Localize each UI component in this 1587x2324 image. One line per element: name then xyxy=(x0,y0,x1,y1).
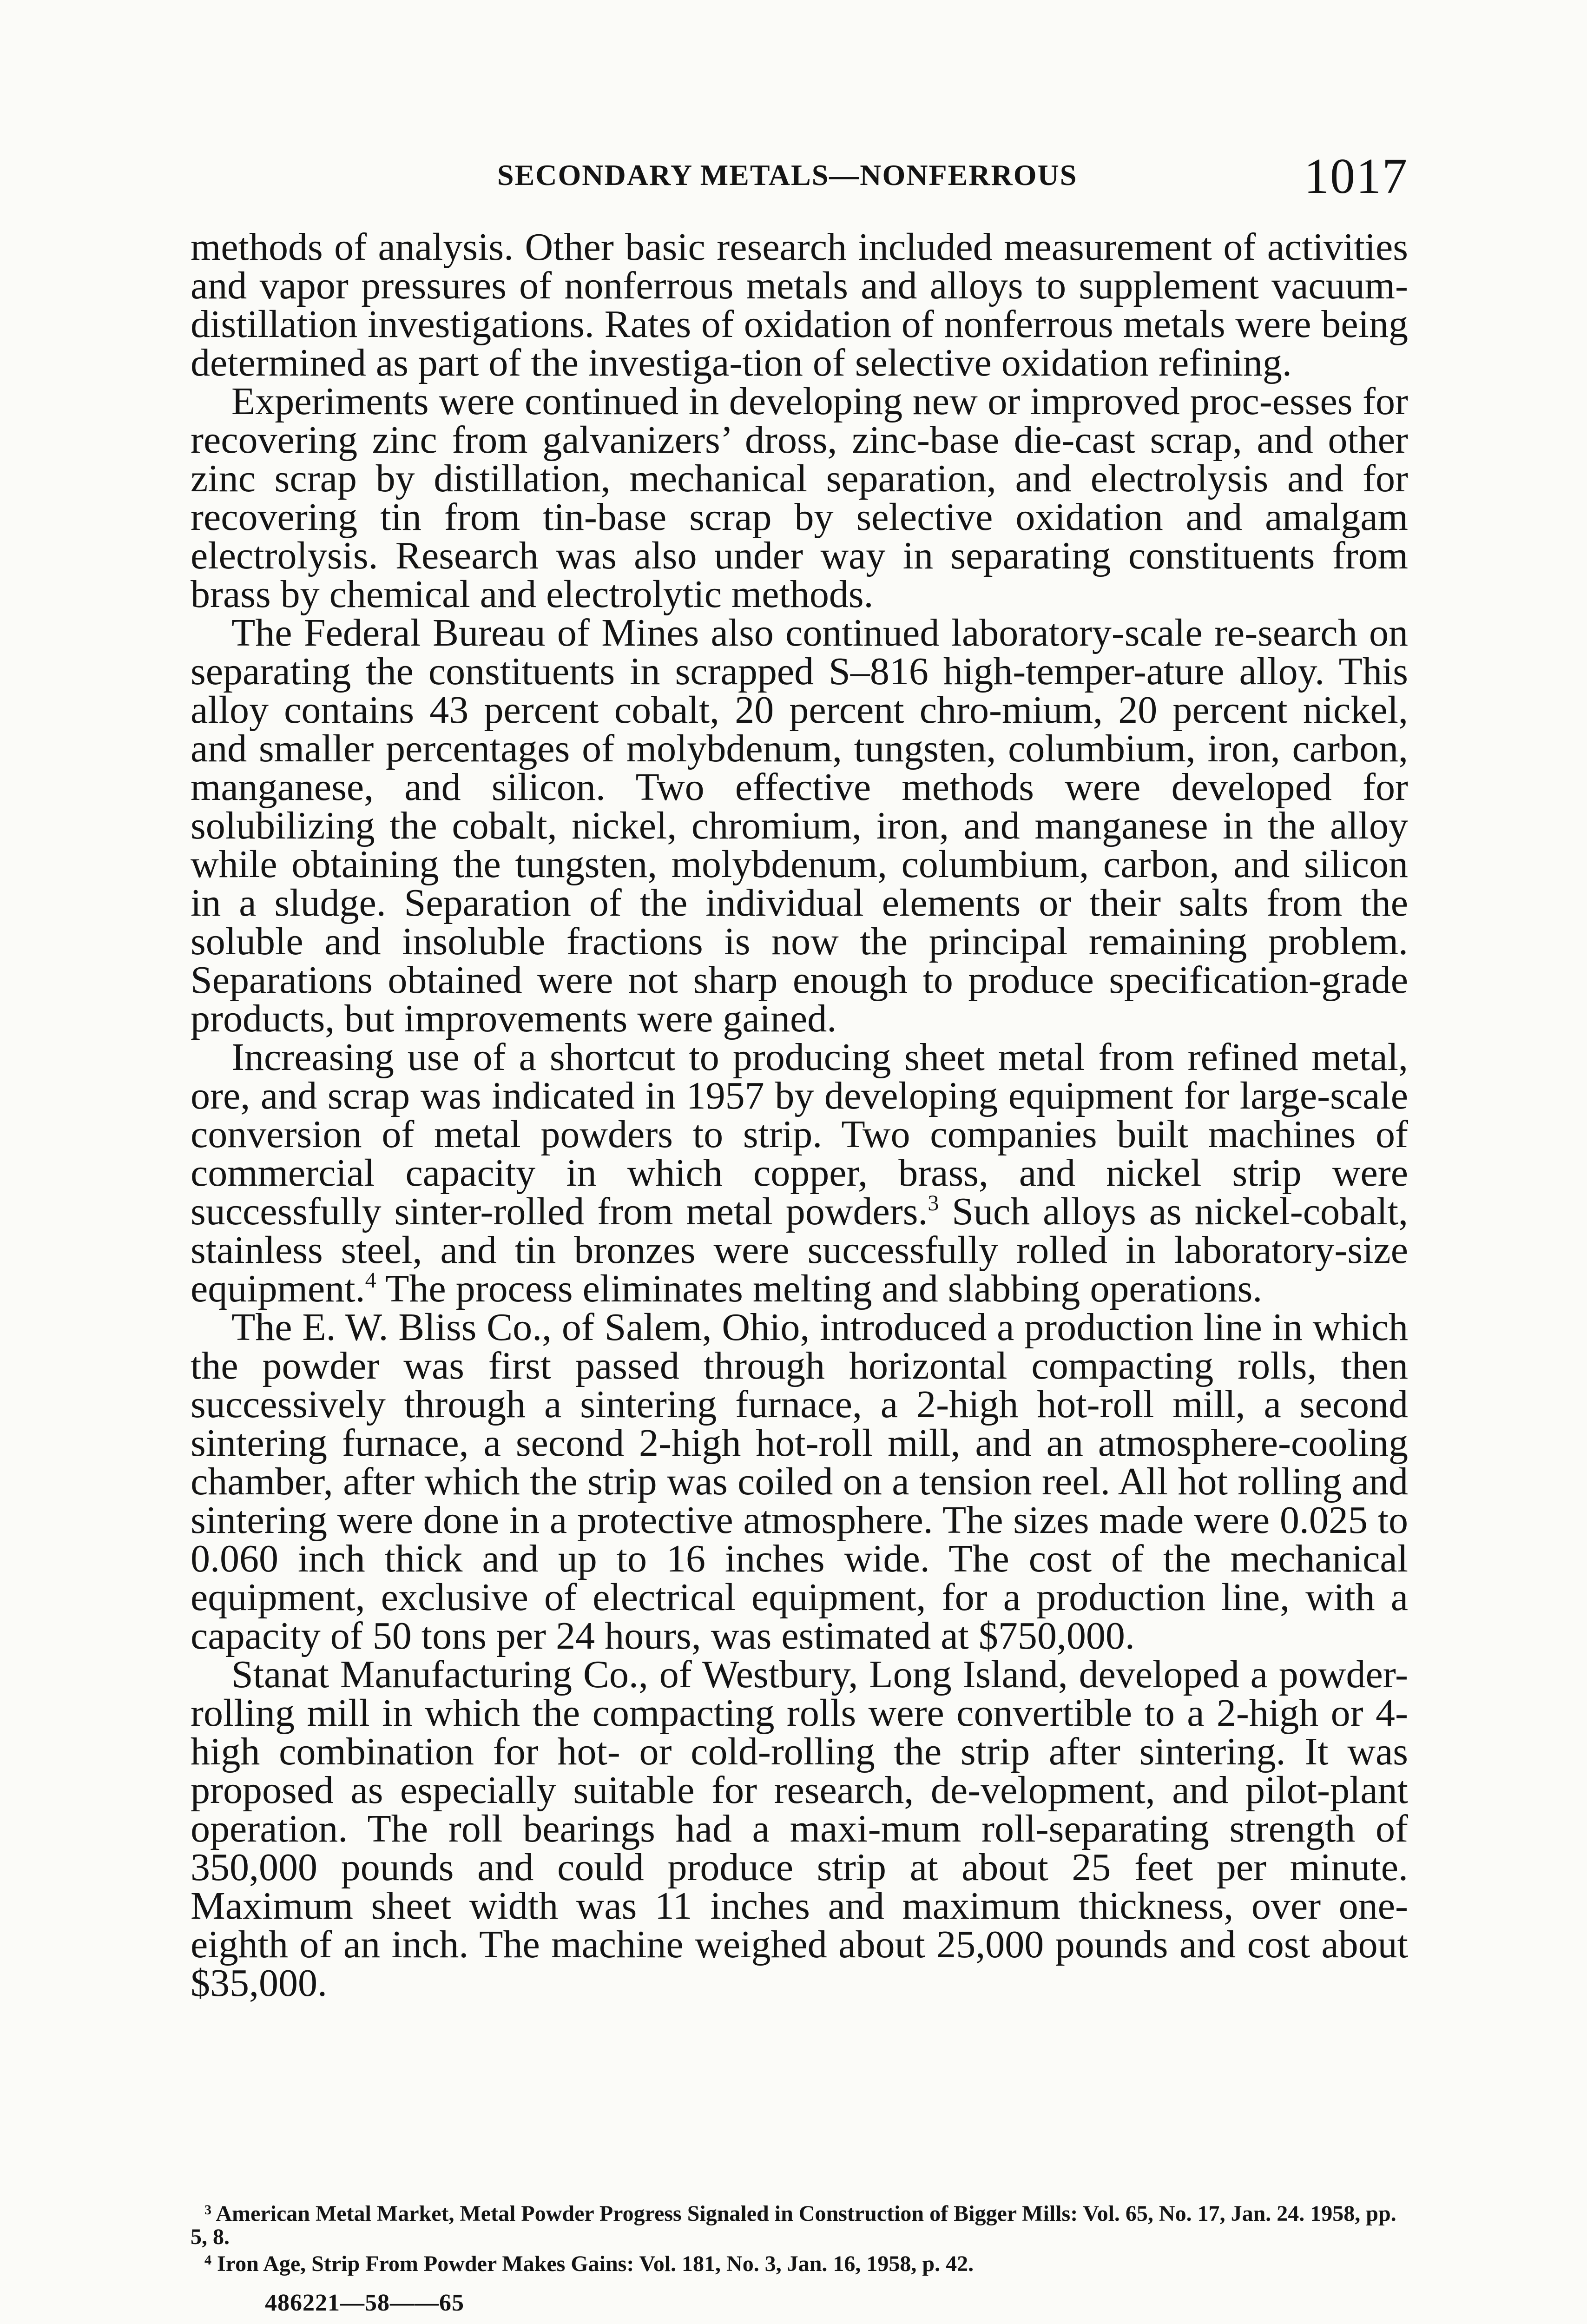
page-header xyxy=(191,148,1408,204)
paragraph-text-segment: The process eliminates melting and slabbing operations. xyxy=(376,1267,1263,1310)
printer-code: 486221—58——65 xyxy=(265,2290,464,2316)
paragraph-powder-strip xyxy=(191,1038,1408,1308)
footnotes xyxy=(191,2199,1408,2276)
footnote xyxy=(191,2199,1408,2249)
paragraph-stanat-mill: Stanat Manufacturing Co., of Westbury, Long Island, developed a powder-rolling mill in which the compacting rolls were convertible to a 2-high or 4-high combination for hot- or cold-rolling the strip after sintering. It was proposed as especially suitable for research, de-velopment, and pilot-plant operation. The roll bearings had a maxi-mum roll-separating strength of 350,000 pounds and could produce strip at about 25 feet per minute. Maximum sheet width was 11 inches and maximum thickness, over one-eighth of an inch. The machine weighed about 25,000 pounds and cost about $35,000. xyxy=(191,1653,1408,2005)
paragraph-text-segment: Such alloys as nickel-cobalt, stainless steel, and tin bronzes were successfully rolled in laboratory-size equipment. xyxy=(191,1190,1408,1310)
paragraph-text-segment: Increasing use of a shortcut to producing sheet metal from refined metal, ore, and scrap was indicated in 1957 by developing equipment for large-scale conversion of metal powders to strip. Two companies built machines of commercial capacity in which copper, brass, and nickel strip were successfully sinter-rolled from metal powders. xyxy=(191,1036,1408,1233)
paragraph-zinc-tin-recovery: Experiments were continued in developing new or improved proc-esses for recovering zinc from galvanizers’ dross, zinc-base die-cast scrap, and other zinc scrap by distillation, mechanical separation, and electrolysis and for recovering tin from tin-base scrap by selective oxidation and amalgam electrolysis. Research was also under way in separating constituents from brass by chemical and electrolytic methods. xyxy=(191,380,1408,616)
page-number: 1017 xyxy=(1304,149,1408,204)
running-title: SECONDARY METALS—NONFERROUS xyxy=(497,158,1078,191)
footnote-text: American Metal Market, Metal Powder Progress Signaled in Construction of Bigger Mills: Vol. 65, No. 17, Jan. 24. 1958, pp. 5, 8. xyxy=(191,2201,1396,2249)
footnote-reference: 4 xyxy=(365,1268,376,1293)
footnote-mark: 4 xyxy=(204,2252,211,2268)
body-text xyxy=(191,225,1408,2208)
footnote-text: Iron Age, Strip From Powder Makes Gains: Vol. 181, No. 3, Jan. 16, 1958, p. 42. xyxy=(217,2251,974,2276)
paragraph-bliss-production-line: The E. W. Bliss Co., of Salem, Ohio, introduced a production line in which the powder was first passed through horizontal compacting rolls, then successively through a sintering furnace, a 2-high hot-roll mill, a second sintering furnace, a second 2-high hot-roll mill, and an atmosphere-cooling chamber, after which the strip was coiled on a tension reel. All hot rolling and sintering were done in a protective atmosphere. The sizes made were 0.025 to 0.060 inch thick and up to 16 inches wide. The cost of the mechanical equipment, exclusive of electrical equipment, for a production line, with a capacity of 50 tons per 24 hours, was estimated at $750,000. xyxy=(191,1306,1408,1657)
paragraph-analysis-methods: methods of analysis. Other basic research included measurement of activities and vapor pressures of nonferrous metals and alloys to supplement vacuum-distillation investigations. Rates of oxidation of nonferrous metals were being determined as part of the investiga-tion of selective oxidation refining. xyxy=(191,225,1408,384)
paragraph-s816-alloy: The Federal Bureau of Mines also continued laboratory-scale re-search on separating the constituents in scrapped S–816 high-temper-ature alloy. This alloy contains 43 percent cobalt, 20 percent chro-mium, 20 percent nickel, and smaller percentages of molybdenum, tungsten, columbium, iron, carbon, manganese, and silicon. Two effective methods were developed for solubilizing the cobalt, nickel, chromium, iron, and manganese in the alloy while obtaining the tungsten, molybdenum, columbium, carbon, and silicon in a sludge. Separation of the individual elements or their salts from the soluble and insoluble fractions is now the principal remaining problem. Separations obtained were not sharp enough to produce specification-grade products, but improvements were gained. xyxy=(191,611,1408,1040)
footnote-mark: 3 xyxy=(204,2202,211,2218)
footnote-reference: 3 xyxy=(928,1191,939,1215)
footnote xyxy=(191,2249,1408,2276)
